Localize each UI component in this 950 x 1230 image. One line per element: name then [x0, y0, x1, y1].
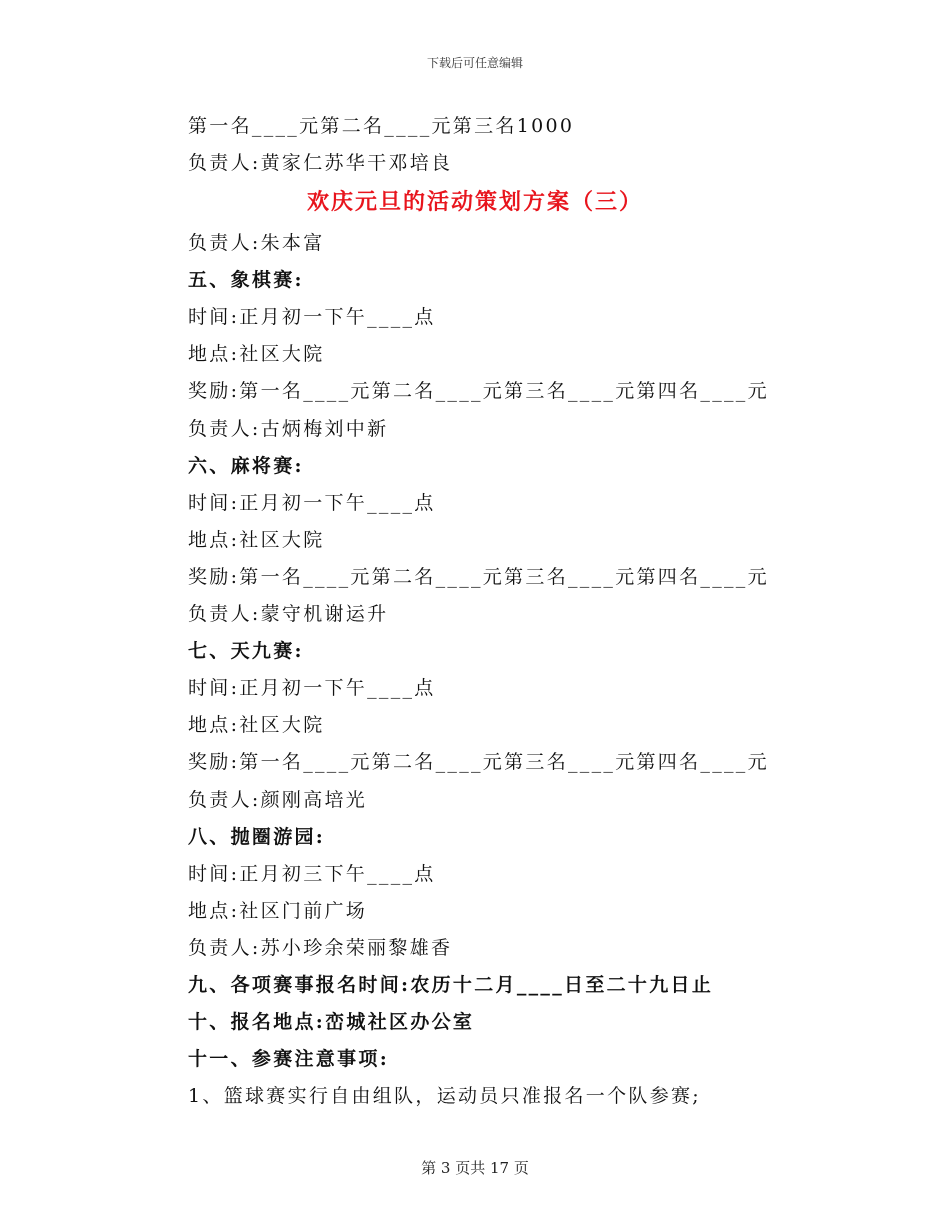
section-heading: 十、报名地点:峦城社区办公室	[188, 1011, 475, 1033]
section-heading: 十一、参赛注意事项:	[188, 1048, 390, 1070]
body-line: 负责人:朱本富	[188, 232, 325, 254]
section-heading: 八、抛圈游园:	[188, 826, 326, 848]
responsible-line: 负责人:黄家仁苏华干邓培良	[188, 152, 453, 174]
body-line: 时间:正月初一下午____点	[188, 492, 436, 514]
body-line: 负责人:颜刚高培光	[188, 789, 368, 811]
body-line: 时间:正月初一下午____点	[188, 677, 436, 699]
body-line: 奖励:第一名____元第二名____元第三名____元第四名____元	[188, 566, 769, 588]
section-heading: 六、麻将赛:	[188, 455, 304, 477]
section-heading: 九、各项赛事报名时间:农历十二月____日至二十九日止	[188, 974, 714, 996]
body-line: 负责人:苏小珍余荣丽黎雄香	[188, 937, 453, 959]
prize-line: 第一名____元第二名____元第三名1000	[188, 115, 575, 137]
body-line: 地点:社区门前广场	[188, 900, 368, 922]
document-title: 欢庆元旦的活动策划方案（三）	[306, 189, 643, 215]
page-footer: 第 3 页共 17 页	[421, 1159, 529, 1177]
body-line: 1、篮球赛实行自由组队，运动员只准报名一个队参赛;	[188, 1085, 701, 1107]
body-line: 地点:社区大院	[188, 343, 325, 365]
body-line: 时间:正月初三下午____点	[188, 863, 436, 885]
page-header: 下载后可任意编辑	[426, 56, 523, 70]
body-line: 奖励:第一名____元第二名____元第三名____元第四名____元	[188, 751, 769, 773]
body-line: 地点:社区大院	[188, 529, 325, 551]
body-line: 奖励:第一名____元第二名____元第三名____元第四名____元	[188, 380, 769, 402]
body-line: 时间:正月初一下午____点	[188, 306, 436, 328]
body-line: 负责人:古炳梅刘中新	[188, 418, 389, 440]
body-line: 负责人:蒙守机谢运升	[188, 603, 389, 625]
body-line: 地点:社区大院	[188, 714, 325, 736]
section-heading: 五、象棋赛:	[188, 269, 304, 291]
section-heading: 七、天九赛:	[188, 640, 304, 662]
